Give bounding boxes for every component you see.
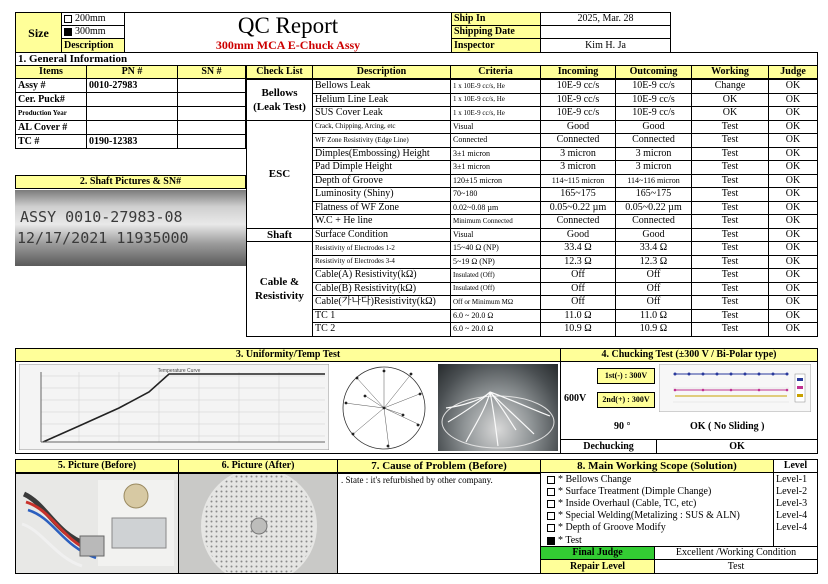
checklist-working: Test — [691, 201, 769, 216]
cause-text: . State : it's refurbished by other company. — [337, 473, 541, 574]
checklist-incoming: 12.3 Ω — [540, 255, 616, 270]
col-judge: Judge — [768, 65, 818, 79]
final-judge-value: Excellent /Working Condition — [654, 546, 818, 560]
checklist-group-label: Bellows (Leak Test) — [246, 79, 313, 121]
general-row-pn — [86, 92, 178, 107]
checklist-working: Test — [691, 282, 769, 297]
shaft-photo — [15, 190, 246, 266]
checklist-outcoming: 3 micron — [615, 160, 692, 175]
checklist-judge: OK — [768, 120, 818, 135]
checklist-outcoming: Connected — [615, 133, 692, 148]
general-row-item: TC # — [15, 134, 87, 149]
col-working: Working — [691, 65, 769, 79]
checklist-outcoming: 10.9 Ω — [615, 322, 692, 337]
checklist-outcoming: 33.4 Ω — [615, 241, 692, 256]
checklist-description: Helium Line Leak — [312, 93, 451, 108]
checklist-working: Test — [691, 147, 769, 162]
checklist-incoming: Good — [540, 228, 616, 243]
checklist-criteria: 15~40 Ω (NP) — [450, 241, 541, 256]
shaft-pictures-title: 2. Shaft Pictures & SN# — [15, 175, 246, 189]
picture-after — [178, 473, 338, 574]
checklist-outcoming: Off — [615, 268, 692, 283]
checklist-outcoming: 10E-9 cc/s — [615, 79, 692, 94]
checklist-judge: OK — [768, 201, 818, 216]
checklist-outcoming: 165~175 — [615, 187, 692, 202]
checklist-description: TC 2 — [312, 322, 451, 337]
checklist-incoming: 33.4 Ω — [540, 241, 616, 256]
checklist-incoming: 10E-9 cc/s — [540, 93, 616, 108]
checklist-incoming: Off — [540, 268, 616, 283]
col-description: Description — [312, 65, 451, 79]
checklist-judge: OK — [768, 309, 818, 324]
scope-text: * Test — [558, 534, 582, 546]
checklist-incoming: 3 micron — [540, 147, 616, 162]
checklist-description: Resistivity of Electrodes 1-2 — [312, 241, 451, 256]
inspector-value: Kim H. Ja — [540, 38, 671, 53]
col-items: Items — [15, 65, 87, 79]
cause-title: 7. Cause of Problem (Before) — [337, 459, 541, 473]
checkbox-300[interactable] — [64, 28, 72, 36]
general-row-item: Cer. Puck# — [15, 92, 87, 107]
checklist-judge: OK — [768, 241, 818, 256]
checklist-incoming: Good — [540, 120, 616, 135]
checklist-description: Resistivity of Electrodes 3-4 — [312, 255, 451, 270]
checklist-description: SUS Cover Leak — [312, 106, 451, 121]
checklist-incoming: 10.9 Ω — [540, 322, 616, 337]
checklist-incoming: 10E-9 cc/s — [540, 106, 616, 121]
general-row-sn — [177, 92, 246, 107]
checklist-criteria: 6.0 ~ 20.0 Ω — [450, 322, 541, 337]
checklist-outcoming: Good — [615, 228, 692, 243]
size-option-300: 300mm — [61, 25, 125, 39]
checklist-criteria: Minimum Connected — [450, 214, 541, 229]
final-judge-label: Final Judge — [540, 546, 655, 560]
checklist-working: Test — [691, 174, 769, 189]
checklist-working: Test — [691, 241, 769, 256]
checklist-description: Pad Dimple Height — [312, 160, 451, 175]
dechucking-label: Dechucking — [560, 439, 657, 454]
scope-text: * Special Welding(Metalizing : SUS & ALN) — [558, 510, 740, 522]
col-pn: PN # — [86, 65, 178, 79]
col-checklist: Check List — [246, 65, 313, 79]
checklist-criteria: Connected — [450, 133, 541, 148]
checklist-criteria: 0.02~0.08 µm — [450, 201, 541, 216]
general-row-sn — [177, 134, 246, 149]
scope-title: 8. Main Working Scope (Solution) — [540, 459, 774, 473]
checklist-incoming: 3 micron — [540, 160, 616, 175]
inspector-label: Inspector — [451, 38, 541, 53]
checklist-working: Test — [691, 160, 769, 175]
checklist-criteria: 1 x 10E-9 cc/s, He — [450, 79, 541, 94]
checklist-description: Cable(가나다)Resistivity(kΩ) — [312, 295, 451, 310]
checklist-outcoming: 0.05~0.22 µm — [615, 201, 692, 216]
checklist-working: OK — [691, 106, 769, 121]
checklist-outcoming: 10E-9 cc/s — [615, 106, 692, 121]
checklist-judge: OK — [768, 160, 818, 175]
checklist-judge: OK — [768, 187, 818, 202]
checklist-criteria: 3±1 micron — [450, 160, 541, 175]
checklist-judge: OK — [768, 268, 818, 283]
scope-text: * Inside Overhaul (Cable, TC, etc) — [558, 497, 697, 509]
checklist-working: Change — [691, 79, 769, 94]
checklist-working: Test — [691, 322, 769, 337]
picture-before-title: 5. Picture (Before) — [15, 459, 179, 473]
chart-background — [19, 364, 329, 450]
checklist-outcoming: Off — [615, 282, 692, 297]
checklist-judge: OK — [768, 174, 818, 189]
general-row-item: Production Year — [15, 106, 87, 121]
shaft-engraving-line1: ASSY 0010-27983-08 — [20, 208, 183, 226]
checklist-judge: OK — [768, 228, 818, 243]
col-criteria: Criteria — [450, 65, 541, 79]
checklist-outcoming: 3 micron — [615, 147, 692, 162]
repair-level-label: Repair Level — [540, 559, 655, 574]
chart-caption: Temperature Curve — [157, 368, 201, 374]
dechucking-value: OK — [656, 439, 818, 454]
shaft-engraving-line2: 12/17/2021 11935000 — [17, 229, 189, 247]
checklist-judge: OK — [768, 322, 818, 337]
checklist-judge: OK — [768, 106, 818, 121]
checklist-judge: OK — [768, 93, 818, 108]
chucking-first: 1st(-) : 300V — [597, 368, 655, 384]
checklist-group-label: Cable & Resistivity — [246, 241, 313, 337]
col-sn: SN # — [177, 65, 246, 79]
chucking-title: 4. Chucking Test (±300 V / Bi-Polar type) — [560, 348, 818, 362]
checklist-judge: OK — [768, 255, 818, 270]
checklist-working: Test — [691, 187, 769, 202]
checklist-criteria: 5~19 Ω (NP) — [450, 255, 541, 270]
checklist-description: Luminosity (Shiny) — [312, 187, 451, 202]
checklist-working: Test — [691, 295, 769, 310]
checklist-description: WF Zone Resistivity (Edge Line) — [312, 133, 451, 148]
checklist-outcoming: Off — [615, 295, 692, 310]
size-option-200: 200mm — [61, 12, 125, 26]
checklist-description: Cable(B) Resistivity(kΩ) — [312, 282, 451, 297]
checklist-criteria: Visual — [450, 120, 541, 135]
scope-text: * Bellows Change — [558, 473, 632, 485]
checklist-incoming: 114~115 micron — [540, 174, 616, 189]
ship-in-label: Ship In — [451, 12, 541, 26]
description-label: Description — [61, 38, 125, 53]
general-row-sn — [177, 106, 246, 121]
checklist-judge: OK — [768, 282, 818, 297]
checklist-outcoming: 114~116 micron — [615, 174, 692, 189]
col-outcoming: Outcoming — [615, 65, 692, 79]
scope-frame — [540, 472, 818, 547]
checklist-criteria: Visual — [450, 228, 541, 243]
checklist-criteria: 3±1 micron — [450, 147, 541, 162]
checklist-criteria: 1 x 10E-9 cc/s, He — [450, 93, 541, 108]
ship-in-value: 2025, Mar. 28 — [540, 12, 671, 26]
checklist-criteria: 1 x 10E-9 cc/s, He — [450, 106, 541, 121]
checklist-incoming: 165~175 — [540, 187, 616, 202]
scope-text: * Depth of Groove Modify — [558, 522, 666, 534]
scope-text: * Surface Treatment (Dimple Change) — [558, 485, 712, 497]
checklist-description: TC 1 — [312, 309, 451, 324]
chucking-voltage: 600V — [564, 393, 587, 404]
scope-level: Level-4 — [773, 522, 818, 535]
uniformity-photo — [438, 364, 558, 451]
general-row-pn: 0190-12383 — [86, 134, 178, 149]
checklist-working: Test — [691, 228, 769, 243]
checklist-working: Test — [691, 214, 769, 229]
report-subtitle: 300mm MCA E-Chuck Assy — [215, 38, 361, 52]
size-label: Size — [15, 12, 62, 53]
scope-level: Level-3 — [773, 497, 818, 510]
checkbox-200[interactable] — [64, 15, 72, 23]
checklist-description: Cable(A) Resistivity(kΩ) — [312, 268, 451, 283]
checklist-working: Test — [691, 133, 769, 148]
temperature-chart — [19, 364, 329, 450]
checklist-outcoming: Good — [615, 120, 692, 135]
checklist-working: OK — [691, 93, 769, 108]
checklist-judge: OK — [768, 295, 818, 310]
checklist-incoming: Connected — [540, 214, 616, 229]
general-info-title: 1. General Information — [15, 52, 818, 66]
chucking-second: 2nd(+) : 300V — [597, 392, 655, 408]
checklist-outcoming: 10E-9 cc/s — [615, 93, 692, 108]
checklist-criteria: 6.0 ~ 20.0 Ω — [450, 309, 541, 324]
checklist-outcoming: 11.0 Ω — [615, 309, 692, 324]
repair-level-value: Test — [654, 559, 818, 574]
checklist-description: Surface Condition — [312, 228, 451, 243]
shipping-date-label: Shipping Date — [451, 25, 541, 39]
level-title: Level — [773, 459, 818, 473]
checklist-working: Test — [691, 268, 769, 283]
checklist-description: Crack, Chipping, Arcing, etc — [312, 120, 451, 135]
picture-after-title: 6. Picture (After) — [178, 459, 338, 473]
checklist-incoming: 0.05~0.22 µm — [540, 201, 616, 216]
general-row-pn: 0010-27983 — [86, 78, 178, 93]
chucking-result: OK ( No Sliding ) — [690, 421, 765, 432]
checklist-incoming: Off — [540, 295, 616, 310]
checklist-working: Test — [691, 120, 769, 135]
general-row-pn — [86, 120, 178, 135]
shipping-date-value — [540, 25, 671, 39]
uniformity-title: 3. Uniformity/Temp Test — [15, 348, 561, 362]
general-row-item: Assy # — [15, 78, 87, 93]
checklist-group-label: ESC — [246, 120, 313, 229]
report-title: QC Report — [237, 13, 339, 38]
picture-before — [15, 473, 179, 574]
checklist-incoming: Connected — [540, 133, 616, 148]
checklist-description: Flatness of WF Zone — [312, 201, 451, 216]
general-row-item: AL Cover # — [15, 120, 87, 135]
checklist-incoming: 10E-9 cc/s — [540, 79, 616, 94]
checklist-group-label: Shaft — [246, 228, 313, 243]
scope-level: Level-1 — [773, 473, 818, 486]
checklist-description: W.C + He line — [312, 214, 451, 229]
checklist-outcoming: Connected — [615, 214, 692, 229]
checklist-working: Test — [691, 255, 769, 270]
general-row-pn — [86, 106, 178, 121]
checklist-incoming: Off — [540, 282, 616, 297]
scope-level: Level-2 — [773, 485, 818, 498]
chucking-chart — [659, 364, 811, 412]
checklist-description: Depth of Groove — [312, 174, 451, 189]
checklist-judge: OK — [768, 79, 818, 94]
checklist-description: Dimples(Embossing) Height — [312, 147, 451, 162]
checklist-judge: OK — [768, 147, 818, 162]
checklist-judge: OK — [768, 214, 818, 229]
checklist-description: Bellows Leak — [312, 79, 451, 94]
uniformity-map — [334, 363, 434, 451]
checklist-criteria: Insulated (Off) — [450, 268, 541, 283]
checklist-outcoming: 12.3 Ω — [615, 255, 692, 270]
checklist-judge: OK — [768, 133, 818, 148]
checklist-criteria: 120±15 micron — [450, 174, 541, 189]
checklist-criteria: 70~180 — [450, 187, 541, 202]
chucking-angle: 90 ° — [614, 421, 631, 432]
general-row-sn — [177, 120, 246, 135]
checklist-incoming: 11.0 Ω — [540, 309, 616, 324]
checklist-criteria: Off or Minimum MΩ — [450, 295, 541, 310]
checklist-criteria: Insulated (Off) — [450, 282, 541, 297]
general-row-sn — [177, 78, 246, 93]
col-incoming: Incoming — [540, 65, 616, 79]
checklist-working: Test — [691, 309, 769, 324]
scope-level: Level-4 — [773, 510, 818, 523]
